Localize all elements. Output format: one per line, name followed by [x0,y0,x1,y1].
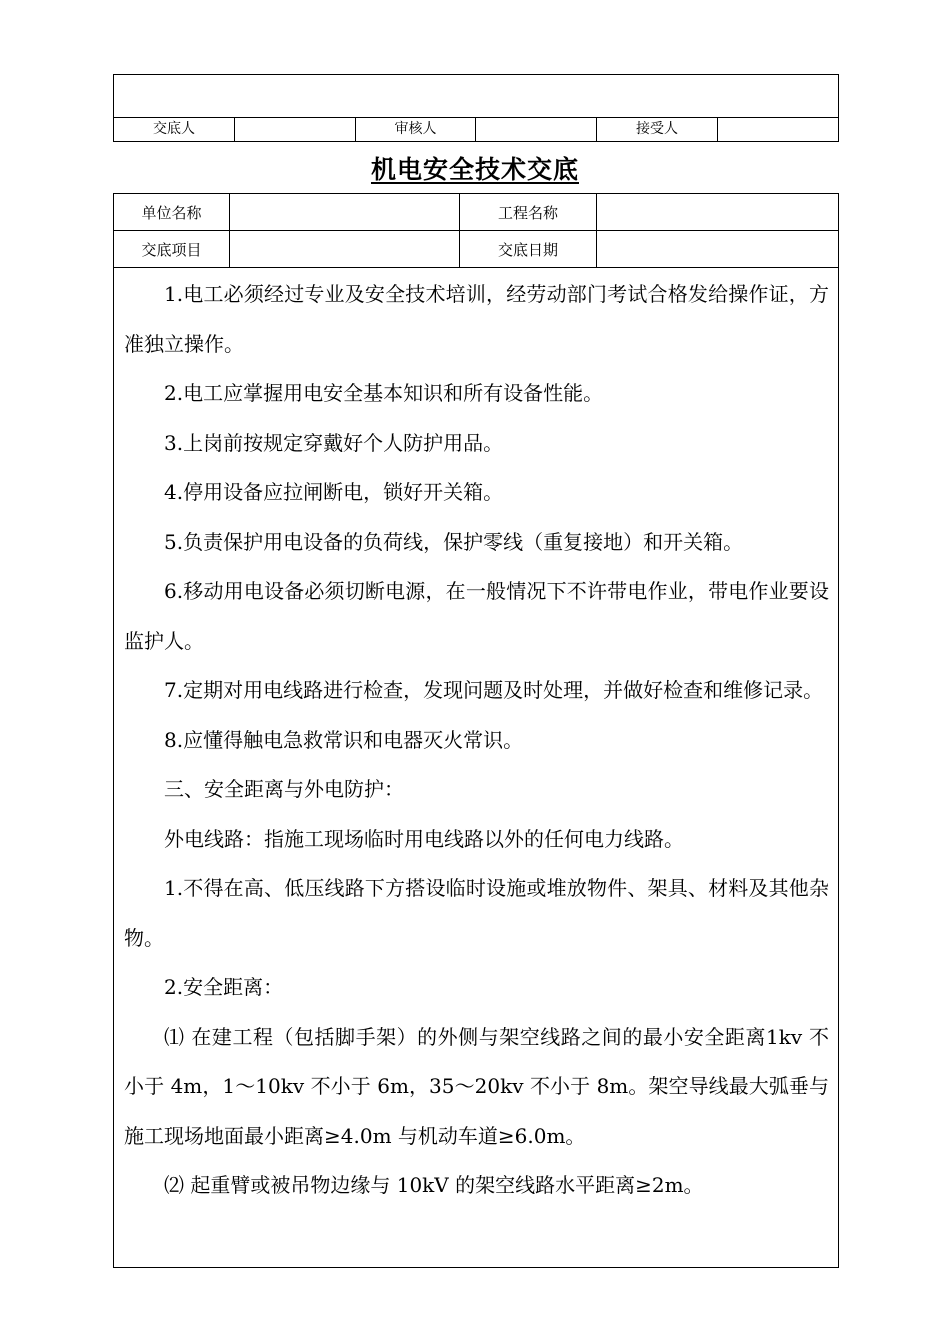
item-label: 交底项目 [114,231,230,268]
section-heading: 三、安全距离与外电防护： [164,777,404,801]
signature-row [114,118,839,142]
document-title: 机电安全技术交底 [370,155,579,184]
disclosure-table [113,193,839,1268]
paragraph-10: 2.安全距离： [164,975,284,999]
paragraph-11: ⑴ 在建工程（包括脚手架）的外侧与架空线路之间的最小安全距离1kv 不小于 4m，1～10kv 不小于 6m，35～20kv 不小于 8m。架空导线最大弧垂与施工现场地面最小距离≥4.0m 与机动车道≥6.0m。 [124,1024,829,1148]
definition-paragraph: 外电线路：指施工现场临时用电线路以外的任何电力线路。 [164,826,684,851]
paragraph-2: 2.电工应掌握用电安全基本知识和所有设备性能。 [164,381,604,405]
paragraph-8: 8.应懂得触电急救常识和电器灭火常识。 [164,727,524,752]
paragraph-1: 1.电工必须经过专业及安全技术培训，经劳动部门考试合格发给操作证，方准独立操作。 [124,282,829,356]
handover-label: 交底人 [114,118,235,142]
unit-label: 单位名称 [114,194,230,231]
project-label: 工程名称 [460,194,597,231]
reviewer-value[interactable] [476,118,597,142]
content-cell [114,268,839,1268]
receiver-label: 接受人 [597,118,718,142]
item-value[interactable] [230,231,460,268]
receiver-value[interactable] [718,118,839,142]
date-label: 交底日期 [460,231,597,268]
header-row-2 [114,231,839,268]
content-row [114,268,839,1268]
paragraph-7: 7.定期对用电线路进行检查，发现问题及时处理，并做好检查和维修记录。 [164,678,824,702]
blank-cell [114,75,839,118]
content-body [124,270,829,1211]
unit-value[interactable] [230,194,460,231]
paragraph-3: 3.上岗前按规定穿戴好个人防护用品。 [164,430,504,455]
paragraph-9: 1.不得在高、低压线路下方搭设临时设施或堆放物件、架具、材料及其他杂物。 [124,876,829,950]
paragraph-5: 5.负责保护用电设备的负荷线，保护零线（重复接地）和开关箱。 [164,529,744,554]
reviewer-label: 审核人 [356,118,476,142]
project-value[interactable] [597,194,839,231]
paragraph-4: 4.停用设备应拉闸断电，锁好开关箱。 [164,480,504,504]
date-value[interactable] [597,231,839,268]
handover-value[interactable] [235,118,356,142]
paragraph-12: ⑵ 起重臂或被吊物边缘与 10kV 的架空线路水平距离≥2m。 [164,1173,704,1197]
signature-blank-row [114,75,839,118]
document-title-wrap [0,150,950,186]
signature-table [113,74,839,142]
paragraph-6: 6.移动用电设备必须切断电源，在一般情况下不许带电作业，带电作业要设监护人。 [124,579,829,653]
header-row-1 [114,194,839,231]
